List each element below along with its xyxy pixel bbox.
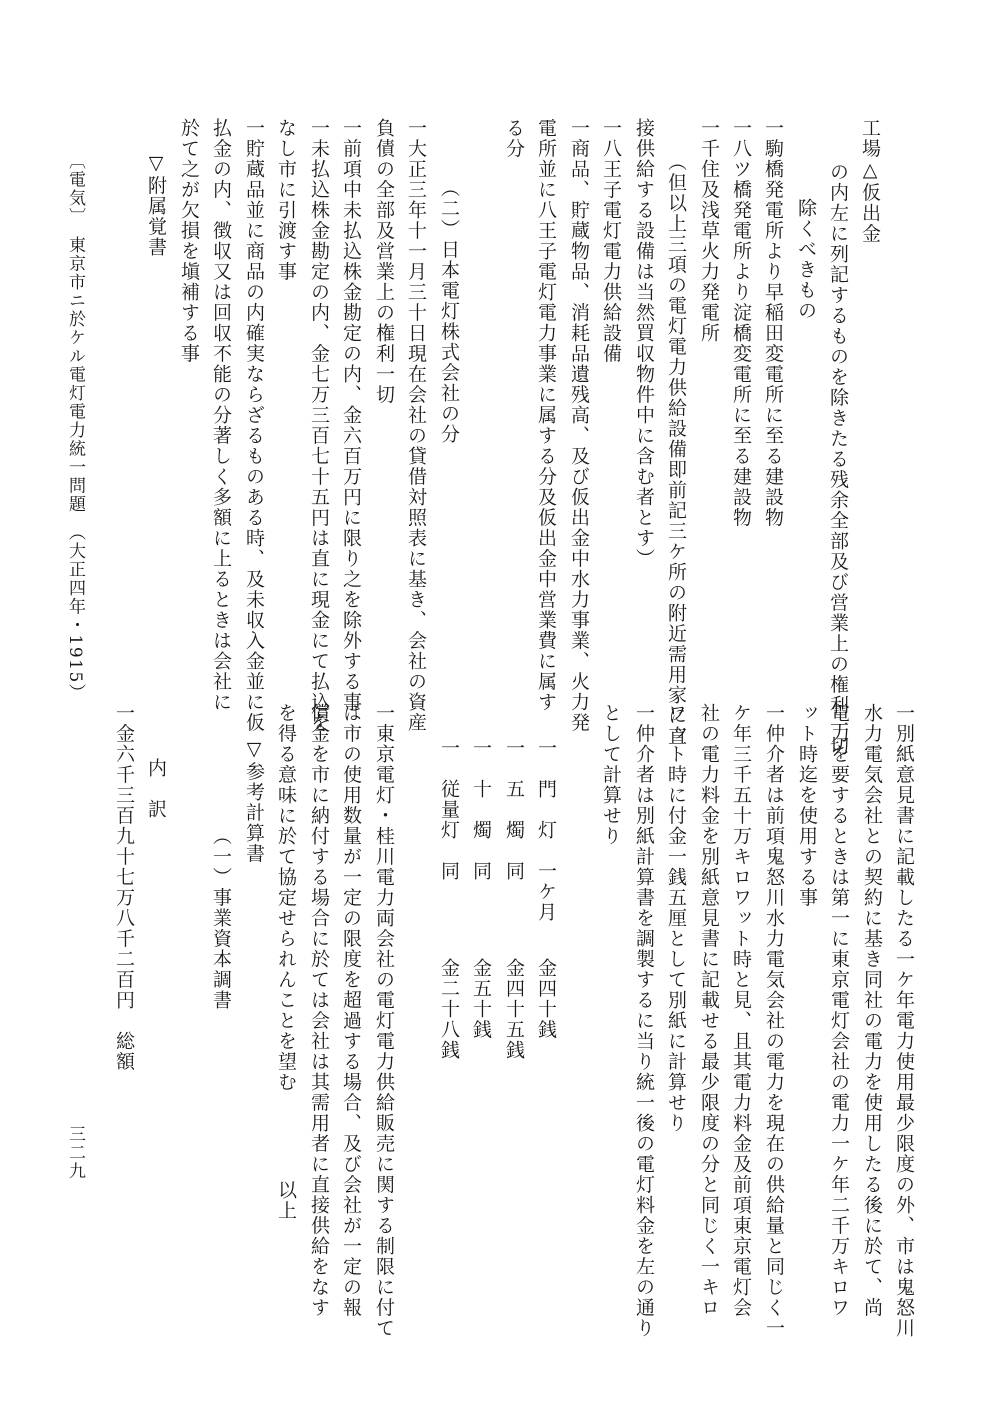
list-item: 一仲介者は別紙計算書を調製するに当り統一後の電灯料金を左の通り <box>633 703 655 1339</box>
rate-item-name: 一 従量灯 同 <box>438 738 460 882</box>
section-heading: （二）日本電灯株式会社の分 <box>438 178 460 445</box>
list-item: 一別紙意見書に記載したる一ケ年電力使用最少限度の外、市は鬼怒川 <box>893 703 915 1339</box>
text-line: 負債の全部及営業上の権利一切 <box>373 118 395 405</box>
section-heading: ▽参考計算書 <box>243 738 265 864</box>
rate-item-value: 金四十銭 <box>535 958 557 1040</box>
text-line: の内左に列記するものを除きたる残余全部及び営業上の権利一切 <box>827 162 849 757</box>
text-line: を得る意味に於て協定せられんことを望む <box>275 703 297 1093</box>
text-line: 電力を要するときは第一に東京電灯会社の電力一ケ年二千万キロワ <box>828 703 850 1318</box>
list-item: 一千住及浅草火力発電所 <box>698 118 720 344</box>
text-line: る分 <box>503 118 525 159</box>
list-item: 一八ツ橋発電所より淀橋変電所に至る建設物 <box>730 118 752 528</box>
list-item: 一仲介者は前項鬼怒川水力電気会社の電力を現在の供給量と同じく一 <box>763 703 785 1339</box>
section-heading: （一）事業資本調書 <box>210 826 232 1011</box>
page-number: 三二九 <box>65 1125 85 1181</box>
list-item: 一八王子電灯電力供給設備 <box>600 118 622 364</box>
list-item: 一東京電灯・桂川電力両会社の電灯電力供給販売に関する制限に付て <box>373 703 395 1339</box>
text-line: ット時迄を使用する事 <box>796 703 818 908</box>
text-line: 社の電力料金を別紙意見書に記載せる最少限度の分と同じく一キロ <box>698 703 720 1318</box>
text-line: 於て之が欠損を塡補する事 <box>178 118 200 364</box>
list-item: 一大正三年十一月三十日現在会社の貸借対照表に基き、会社の資産 <box>405 118 427 733</box>
closing-mark: 以上 <box>275 1180 297 1221</box>
text-line: 払金の内、徴収又は回収不能の分著しく多額に上るときは会社に <box>210 118 232 713</box>
text-line: 除くべきもの <box>795 198 817 321</box>
rate-item-value: 金五十銭 <box>470 958 492 1040</box>
running-footer: 〔電気〕 東京市ニ於ケル電灯電力統一問題 （大正四年・1915） <box>65 152 85 703</box>
heading-line: 工場△仮出金 <box>859 118 881 244</box>
text-line: ケ年三千五十万キロワット時と見、且其電力料金及前項東京電灯会 <box>730 703 752 1318</box>
rate-item-name: 一 十 燭 同 <box>470 738 492 882</box>
text-line: は市の使用数量が一定の限度を超過する場合、及び会社が一定の報 <box>340 703 362 1318</box>
list-item: 一貯蔵品並に商品の内確実ならざるものある時、及未収入金並に仮 <box>243 118 265 733</box>
list-item: 一商品、貯蔵物品、消耗品遺残高、及び仮出金中水力事業、火力発 <box>568 118 590 733</box>
section-heading: ▽附属覚書 <box>145 152 167 258</box>
breakdown-label: 内 訳 <box>145 758 167 820</box>
list-item: 一駒橋発電所より早稲田変電所に至る建設物 <box>762 118 784 528</box>
text-line: ワット時に付金一銭五厘として別紙に計算せり <box>665 703 687 1134</box>
note-line: （但以上三項の電灯電力供給設備即前記三ケ所の附近需用家に直 <box>665 152 687 747</box>
rate-item-name: 一 五 燭 同 <box>503 738 525 882</box>
list-item: 一前項中未払込株金勘定の内、金六百万円に限り之を除外する事 <box>340 118 362 713</box>
text-line: 電所並に八王子電灯電力事業に属する分及仮出金中営業費に属す <box>535 118 557 713</box>
rate-item-value: 金二十八銭 <box>438 958 460 1061</box>
list-item: 一未払込株金勘定の内、金七万三百七十五円は直に現金にて払込を <box>308 118 330 733</box>
text-line: なし市に引渡す事 <box>275 118 297 282</box>
rate-item-value: 金四十五銭 <box>503 958 525 1061</box>
text-line: 水力電気会社との契約に基き同社の電力を使用したる後に於て、尚 <box>861 703 883 1318</box>
rate-item-name: 一 門 灯 一ケ月 <box>535 738 557 923</box>
total-line: 一金六千三百九十七万八千二百円 総額 <box>113 703 135 1072</box>
text-line: として計算せり <box>600 703 622 847</box>
text-line: 償金を市に納付する場合に於ては会社は其需用者に直接供給をなす <box>308 703 330 1318</box>
note-line: 接供給する設備は当然買収物件中に含む者とす） <box>633 118 655 569</box>
